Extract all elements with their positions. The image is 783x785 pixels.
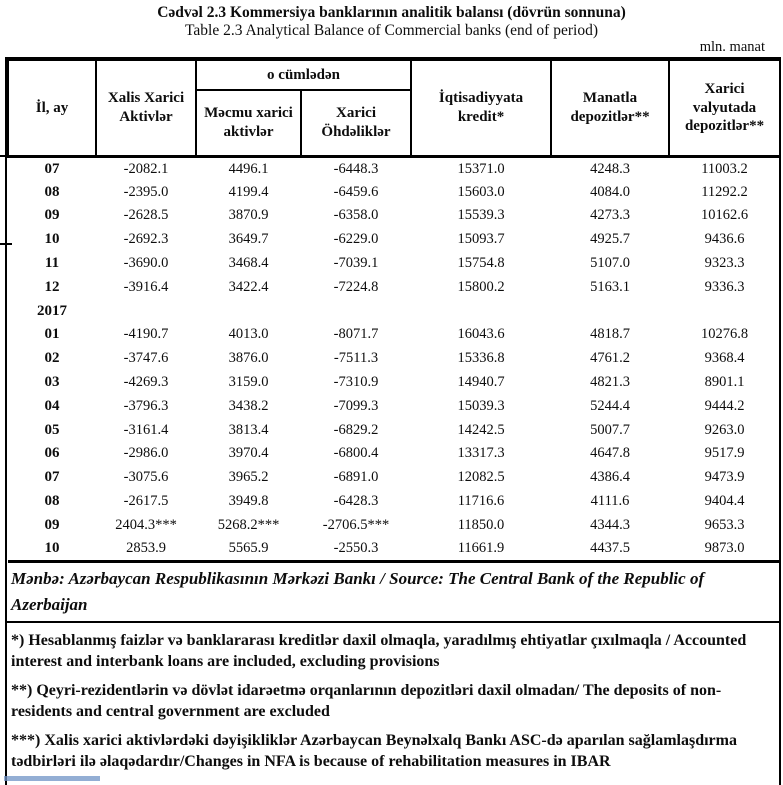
cell-value: -4269.3: [123, 374, 169, 391]
cell-value: 5007.7: [590, 421, 630, 438]
col-header-gross-foreign-assets: Məcmu xarici aktivlər: [196, 90, 301, 157]
row-label: 08: [44, 493, 60, 510]
cell-value: [669, 299, 780, 323]
cell-value: 15603.0: [457, 183, 505, 200]
cell-value: 4761.2: [590, 350, 630, 367]
balance-table-container: [5, 57, 781, 785]
cell-value: 3949.8: [228, 493, 269, 510]
cell-value: 15039.3: [457, 397, 505, 414]
cell-value: 9436.6: [704, 231, 745, 248]
table-row: [8, 228, 780, 252]
cell-value: 9368.4: [704, 350, 745, 367]
table-row: [8, 466, 780, 490]
cell-value: 15371.0: [457, 160, 505, 177]
cell-value: -3796.3: [123, 397, 169, 414]
row-label: 09: [44, 207, 60, 224]
cell-value: 15539.3: [457, 207, 505, 224]
source-note: Mənbə: Azərbaycan Respublikasının Mərkəzi Bankı / Source: The Central Bank of the Republic of Azerbaijan: [7, 563, 779, 623]
scan-tick-mark: [0, 243, 12, 245]
cell-value: 4273.3: [590, 207, 630, 224]
cell-value: 11850.0: [457, 516, 505, 533]
cell-value: -6358.0: [333, 207, 379, 224]
cell-value: 15800.2: [457, 278, 505, 295]
col-header-credit-to-economy: İqtisadiyyata kredit*: [411, 60, 551, 157]
cell-value: 4925.7: [590, 231, 630, 248]
cell-value: -6428.3: [333, 493, 379, 510]
cell-value: -3690.0: [123, 255, 169, 272]
table-row: [8, 394, 780, 418]
cell-value: 4821.3: [590, 374, 630, 391]
cell-value: -3161.4: [123, 421, 169, 438]
table-row: [8, 371, 780, 395]
footnote-1: *) Hesablanmış faizlər və banklararası kreditlər daxil olmaqla, yaradılmış ehtiyatlar çıxılmaqla / Accounted interest and interbank loans are included, excluding provisions: [11, 631, 747, 671]
cell-value: 4437.5: [590, 539, 630, 556]
cell-value: 11003.2: [701, 160, 748, 177]
cell-value: 9404.4: [704, 493, 745, 510]
cell-value: 9323.3: [704, 255, 745, 272]
cell-value: 9873.0: [704, 539, 745, 556]
cell-value: [301, 299, 411, 323]
row-label: 02: [44, 350, 60, 367]
cell-value: 14940.7: [457, 374, 505, 391]
cell-value: 14242.5: [457, 421, 505, 438]
cell-value: -7310.9: [333, 374, 379, 391]
table-row: [8, 323, 780, 347]
cell-value: 4111.6: [590, 493, 630, 510]
cell-value: -7099.3: [333, 397, 379, 414]
col-header-foreign-liabilities: Xarici Öhdəliklər: [301, 90, 411, 157]
cell-value: 3438.2: [228, 397, 269, 414]
cell-value: 11716.6: [457, 493, 505, 510]
cell-value: 9653.3: [704, 516, 745, 533]
cell-value: 2404.3***: [115, 516, 177, 533]
cell-value: -8071.7: [333, 326, 379, 343]
cell-value: [411, 299, 551, 323]
title-english: Table 2.3 Analytical Balance of Commercial banks (end of period): [185, 22, 598, 40]
cell-value: 3649.7: [228, 231, 269, 248]
year-row: [8, 299, 780, 323]
cell-value: -2617.5: [123, 493, 169, 510]
cell-value: 15093.7: [457, 231, 505, 248]
cell-value: 15336.8: [457, 350, 505, 367]
cell-value: 4496.1: [228, 160, 269, 177]
cell-value: -3916.4: [123, 278, 169, 295]
row-label: 11: [44, 255, 60, 272]
table-header: [8, 60, 780, 157]
col-header-including: o cümlədən: [196, 60, 411, 90]
table-row: [8, 490, 780, 514]
table-row: [8, 513, 780, 537]
cell-value: 3876.0: [228, 350, 269, 367]
cell-value: 4084.0: [590, 183, 630, 200]
cell-value: -3747.6: [123, 350, 169, 367]
cell-value: 9473.9: [704, 469, 745, 486]
col-header-fx-deposits: Xarici valyutada depozitlər**: [669, 60, 780, 157]
cell-value: [196, 299, 301, 323]
cell-value: 5244.4: [590, 397, 630, 414]
cell-value: 11661.9: [457, 539, 505, 556]
cell-value: -6229.0: [333, 231, 379, 248]
title-azerbaijani: Cədvəl 2.3 Kommersiya banklarının analitik balansı (dövrün sonnuna): [157, 4, 626, 21]
cell-value: 9444.2: [704, 397, 745, 414]
cell-value: [551, 299, 669, 323]
cell-value: -6891.0: [333, 469, 379, 486]
col-header-net-foreign-assets: Xalis Xarici Aktivlər: [96, 60, 196, 157]
row-label: 05: [44, 421, 60, 438]
cell-value: -6448.3: [333, 160, 379, 177]
scan-tick-mark: [0, 155, 12, 157]
cell-value: 9517.9: [704, 445, 745, 462]
cell-value: -7039.1: [333, 255, 379, 272]
cell-value: 3159.0: [228, 374, 269, 391]
cell-value: -2628.5: [123, 207, 169, 224]
cell-value: -2706.5***: [322, 516, 390, 533]
scan-tick-mark: [95, 141, 97, 153]
table-row: [8, 442, 780, 466]
footnote-2: **) Qeyri-rezidentlərin və dövlət idarəetmə orqanlarının depozitləri daxil olmadan/ The deposits of non-residents and central government are excluded: [11, 681, 722, 721]
cell-value: -7511.3: [333, 350, 379, 367]
cell-value: 4248.3: [590, 160, 630, 177]
row-label: 03: [44, 374, 60, 391]
row-label: 07: [44, 160, 60, 177]
cell-value: 12082.5: [457, 469, 505, 486]
cell-value: 11292.2: [701, 183, 748, 200]
cell-value: 10276.8: [700, 326, 749, 343]
row-label: 09: [44, 516, 60, 533]
cell-value: -2550.3: [333, 539, 379, 556]
cell-value: 4818.7: [590, 326, 630, 343]
row-label: 06: [44, 445, 60, 462]
row-label: 04: [44, 397, 60, 414]
cell-value: 4199.4: [228, 183, 269, 200]
cell-value: -2986.0: [123, 445, 169, 462]
cell-value: -3075.6: [123, 469, 169, 486]
cell-value: 4386.4: [590, 469, 630, 486]
table-row: [8, 157, 780, 181]
cell-value: -7224.8: [333, 278, 379, 295]
row-label: 12: [44, 278, 60, 295]
row-label: 10: [44, 539, 60, 556]
cell-value: 3468.4: [228, 255, 269, 272]
cell-value: -6829.2: [333, 421, 379, 438]
row-label: 08: [44, 183, 60, 200]
cell-value: 10162.6: [700, 207, 749, 224]
cell-value: -2082.1: [123, 160, 169, 177]
table-row: [8, 537, 780, 561]
table-row: [8, 418, 780, 442]
cell-value: 5163.1: [590, 278, 630, 295]
cell-value: 16043.6: [457, 326, 505, 343]
cell-value: -2692.3: [123, 231, 169, 248]
cell-value: 3870.9: [228, 207, 269, 224]
footnote-3: ***) Xalis xarici aktivlərdəki dəyişikliklər Azərbaycan Beynəlxalq Bankı ASC-də aparılan sağlamlaşdırma tədbirləri ilə əlaqədardır/Changes in NFA is because of rehabilitation measures in IBAR: [11, 731, 737, 771]
cell-value: 5107.0: [590, 255, 630, 272]
col-header-year-month: İl, ay: [8, 60, 96, 157]
table-row: [8, 347, 780, 371]
cell-value: 5268.2***: [217, 516, 280, 533]
table-body: [8, 157, 780, 562]
cell-value: 8901.1: [704, 374, 745, 391]
cell-value: -6800.4: [333, 445, 379, 462]
cell-value: 2853.9: [126, 539, 166, 556]
row-label: 01: [44, 326, 60, 343]
table-row: [8, 204, 780, 228]
cell-value: 15754.8: [457, 255, 505, 272]
row-label: 07: [44, 469, 60, 486]
scan-artifact-blue-bar: [4, 776, 100, 781]
cell-value: 3965.2: [228, 469, 269, 486]
cell-value: 4013.0: [228, 326, 269, 343]
table-row: [8, 275, 780, 299]
cell-value: -4190.7: [123, 326, 169, 343]
row-label: 10: [44, 231, 60, 248]
cell-value: 3422.4: [228, 278, 269, 295]
cell-value: 4647.8: [590, 445, 630, 462]
table-row: [8, 252, 780, 276]
cell-value: 3813.4: [228, 421, 269, 438]
table-titles: [0, 0, 783, 41]
col-header-manat-deposits: Manatla depozitlər**: [551, 60, 669, 157]
cell-value: [96, 299, 196, 323]
balance-table: [7, 59, 781, 563]
cell-value: 5565.9: [228, 539, 269, 556]
cell-value: 9263.0: [704, 421, 745, 438]
cell-value: 9336.3: [704, 278, 745, 295]
cell-value: 13317.3: [457, 445, 505, 462]
table-row: [8, 180, 780, 204]
cell-value: -2395.0: [123, 183, 169, 200]
cell-value: 4344.3: [590, 516, 630, 533]
row-label: 2017: [37, 302, 67, 319]
unit-label: mln. manat: [699, 39, 765, 55]
cell-value: -6459.6: [333, 183, 379, 200]
cell-value: 3970.4: [228, 445, 269, 462]
